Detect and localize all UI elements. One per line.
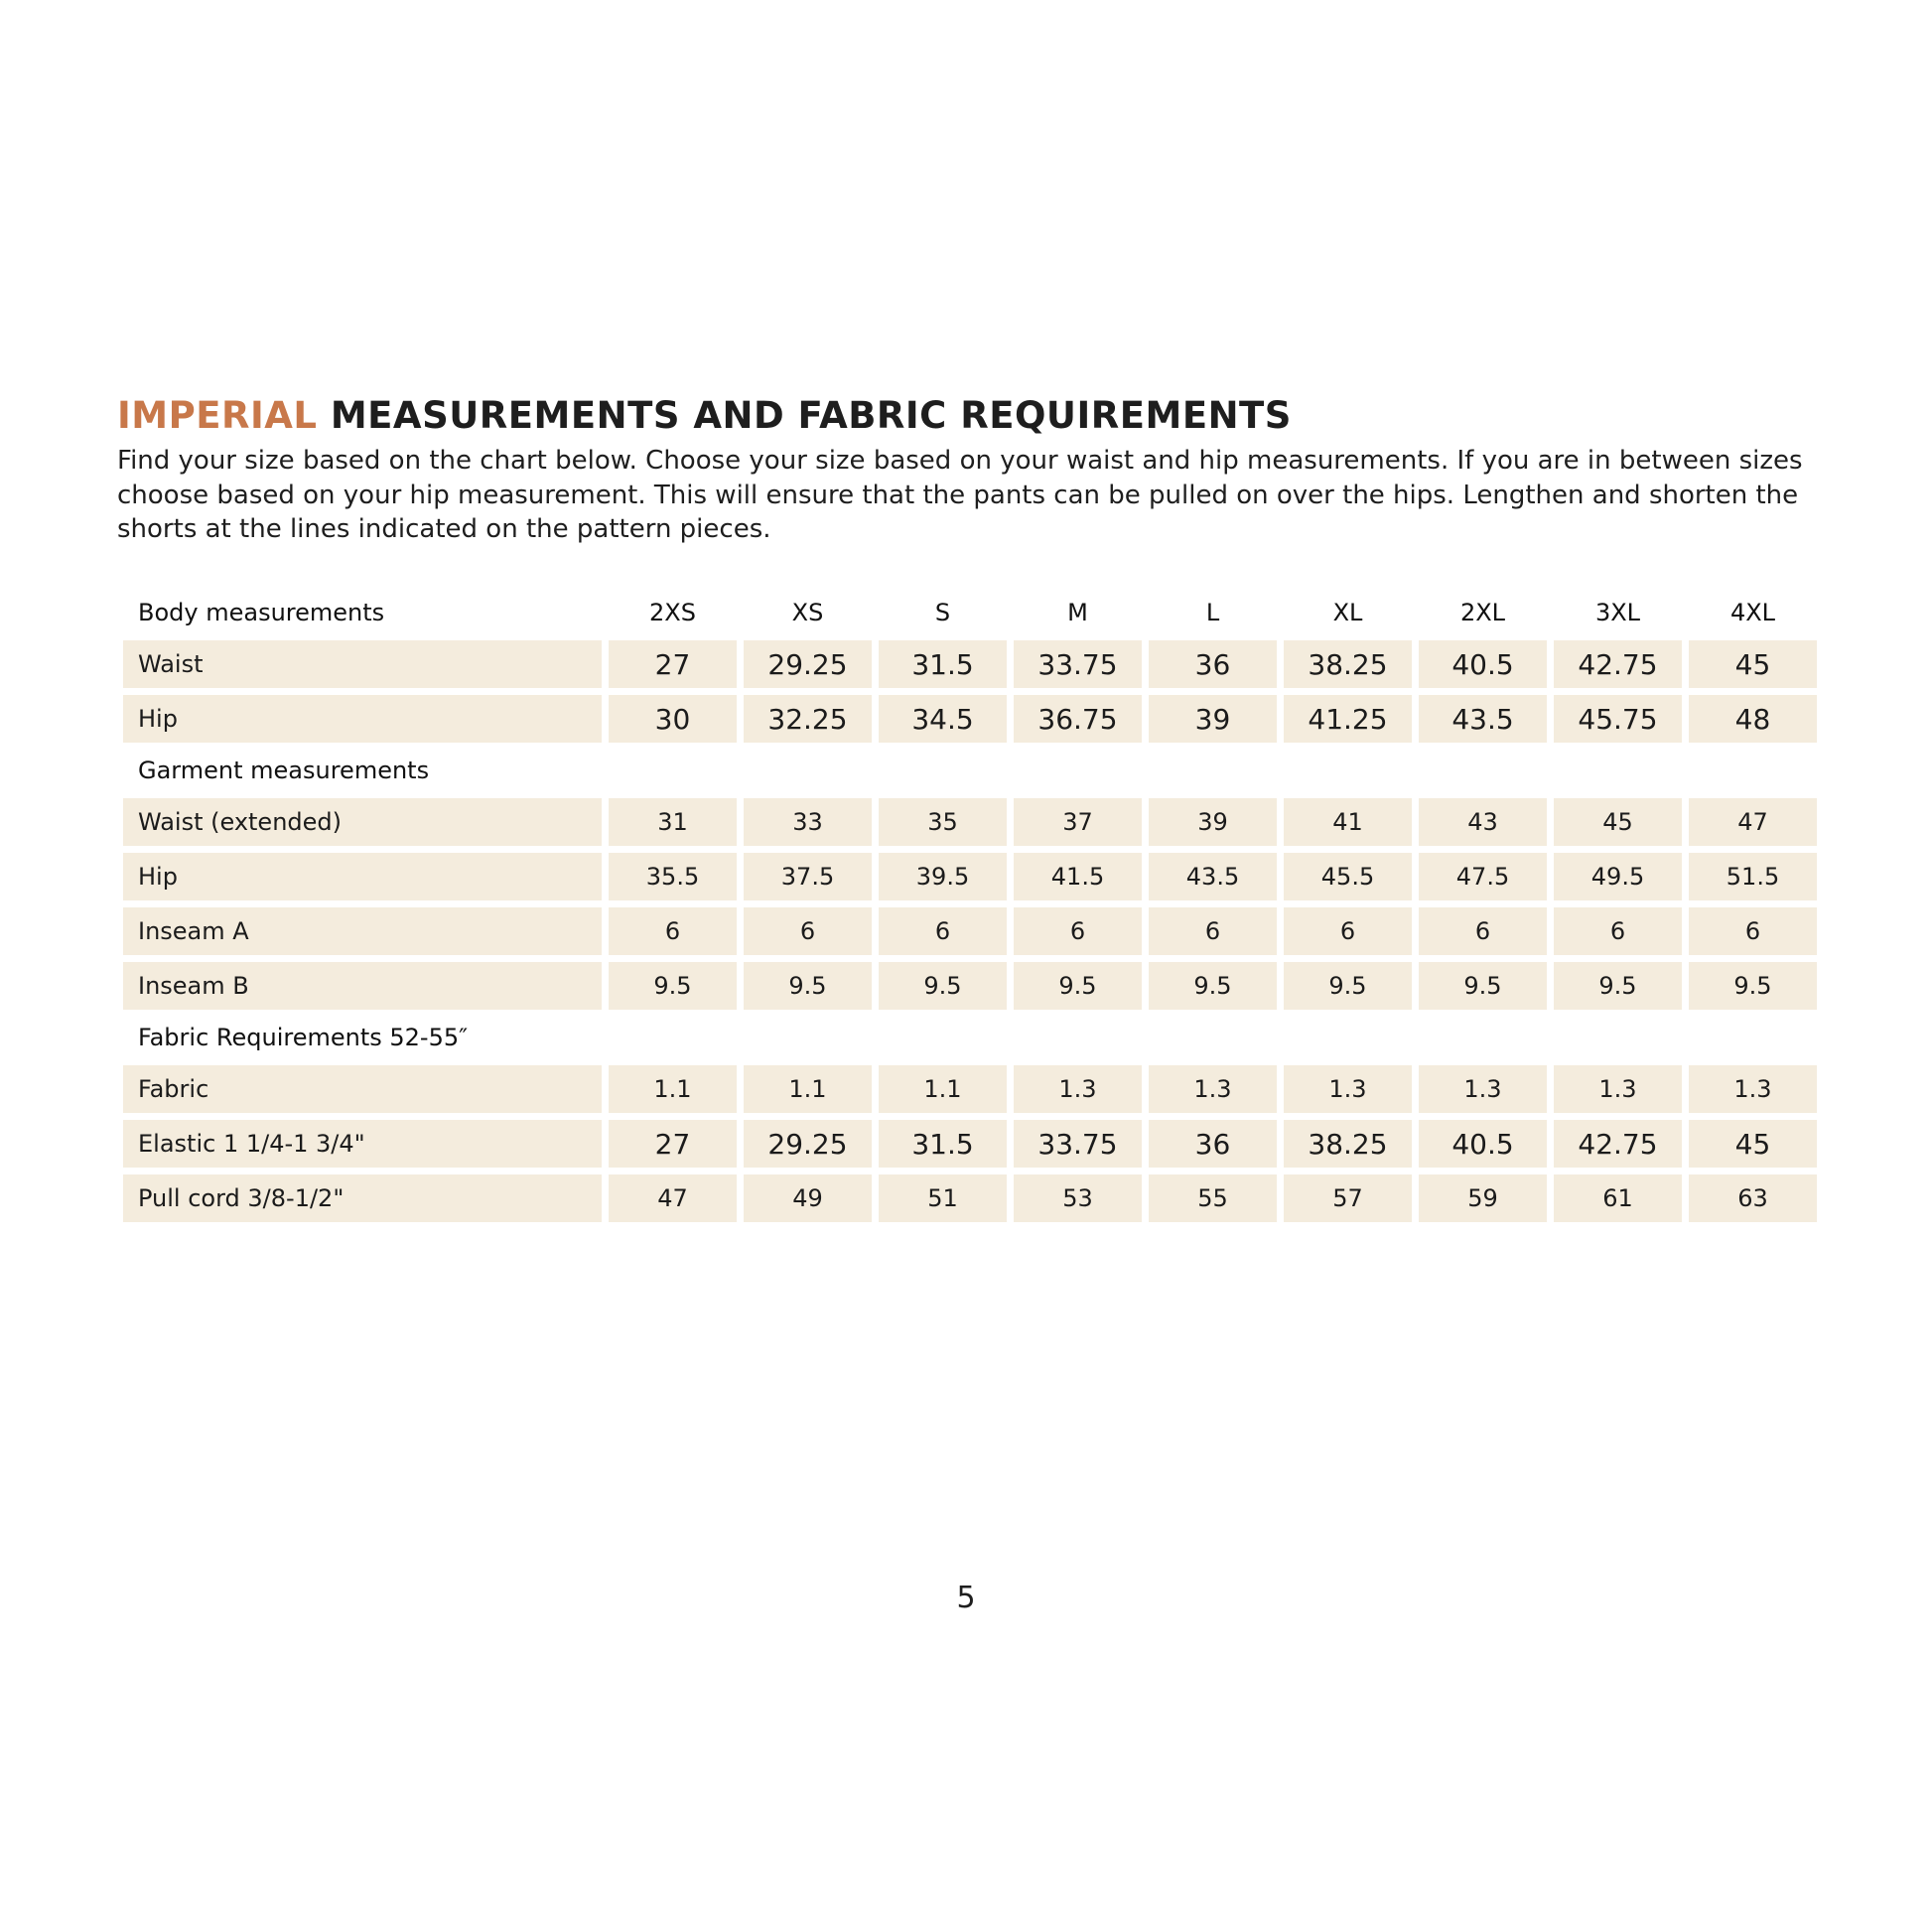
- table-cell: 38.25: [1284, 640, 1412, 688]
- heading-rest: MEASUREMENTS AND FABRIC REQUIREMENTS: [317, 394, 1292, 437]
- garment-measurements-heading: Garment measurements: [138, 757, 430, 784]
- table-header-row: [123, 592, 1817, 633]
- table-cell: 47: [609, 1174, 737, 1222]
- section-row: [123, 1017, 1817, 1058]
- table-cell: 47.5: [1419, 853, 1547, 900]
- table-cell: 41.25: [1284, 695, 1412, 743]
- table-cell: 6: [1419, 907, 1547, 955]
- size-header: 3XL: [1594, 599, 1641, 626]
- intro-paragraph: Find your size based on the chart below. Choose your size based on your waist and hip measurements. If you are in between sizes choose based on your hip measurement. This will ensure that the pants can be pulled on over the hips. Lengthen and shorten the shorts at the lines indicated on the pattern pieces.: [117, 446, 1803, 544]
- page-number: 5: [956, 1581, 976, 1615]
- table-cell: 9.5: [1284, 962, 1412, 1010]
- table-cell: 9.5: [1689, 962, 1817, 1010]
- table-cell: 57: [1284, 1174, 1412, 1222]
- table-cell: 42.75: [1554, 1120, 1682, 1168]
- table-cell: 9.5: [744, 962, 872, 1010]
- table-cell: 33: [744, 798, 872, 846]
- table-cell: 39.5: [879, 853, 1007, 900]
- table-cell: 1.3: [1284, 1065, 1412, 1113]
- table-cell: 1.1: [744, 1065, 872, 1113]
- table-cell: 9.5: [1554, 962, 1682, 1010]
- table-cell: 9.5: [879, 962, 1007, 1010]
- table-cell: 6: [1149, 907, 1277, 955]
- row-label: Inseam B: [123, 962, 602, 1010]
- table-cell: 6: [1284, 907, 1412, 955]
- section-row: [123, 750, 1817, 791]
- row-label: Elastic 1 1/4-1 3/4": [123, 1120, 602, 1168]
- table-cell: 39: [1149, 695, 1277, 743]
- table-cell: 1.1: [609, 1065, 737, 1113]
- row-label: Pull cord 3/8-1/2": [123, 1174, 602, 1222]
- table-cell: 53: [1014, 1174, 1142, 1222]
- table-cell: 47: [1689, 798, 1817, 846]
- table-cell: 37.5: [744, 853, 872, 900]
- table-cell: 45: [1689, 1120, 1817, 1168]
- row-label: Waist: [123, 640, 602, 688]
- table-cell: 39: [1149, 798, 1277, 846]
- table-cell: 6: [744, 907, 872, 955]
- table-row: [123, 1174, 1817, 1222]
- table-row: [123, 798, 1817, 846]
- table-cell: 49: [744, 1174, 872, 1222]
- table-cell: 29.25: [744, 1120, 872, 1168]
- row-label: Hip: [123, 853, 602, 900]
- table-cell: 27: [609, 1120, 737, 1168]
- table-cell: 33.75: [1014, 1120, 1142, 1168]
- table-row: [123, 1065, 1817, 1113]
- body-measurements-heading: Body measurements: [138, 599, 385, 626]
- table-cell: 1.3: [1014, 1065, 1142, 1113]
- table-cell: 63: [1689, 1174, 1817, 1222]
- table-cell: 9.5: [609, 962, 737, 1010]
- size-header: 2XS: [649, 599, 696, 626]
- table-cell: 41.5: [1014, 853, 1142, 900]
- table-cell: 38.25: [1284, 1120, 1412, 1168]
- table-cell: 59: [1419, 1174, 1547, 1222]
- row-label: Inseam A: [123, 907, 602, 955]
- heading-accent: IMPERIAL: [117, 394, 318, 437]
- table-cell: 1.1: [879, 1065, 1007, 1113]
- table-cell: 34.5: [879, 695, 1007, 743]
- table-cell: 9.5: [1419, 962, 1547, 1010]
- row-label: Hip: [123, 695, 602, 743]
- table-cell: 36: [1149, 640, 1277, 688]
- table-cell: 45: [1689, 640, 1817, 688]
- table-cell: 6: [1689, 907, 1817, 955]
- size-header: 2XL: [1459, 599, 1506, 626]
- size-header: M: [1067, 599, 1088, 626]
- table-cell: 33.75: [1014, 640, 1142, 688]
- table-cell: 29.25: [744, 640, 872, 688]
- table-cell: 43.5: [1419, 695, 1547, 743]
- measurements-table: [116, 585, 1824, 1229]
- table-cell: 42.75: [1554, 640, 1682, 688]
- table-cell: 6: [609, 907, 737, 955]
- table-row: [123, 853, 1817, 900]
- table-cell: 1.3: [1554, 1065, 1682, 1113]
- table-cell: 49.5: [1554, 853, 1682, 900]
- table-cell: 6: [879, 907, 1007, 955]
- table-cell: 27: [609, 640, 737, 688]
- table-cell: 9.5: [1014, 962, 1142, 1010]
- table-cell: 6: [1554, 907, 1682, 955]
- table-cell: 51: [879, 1174, 1007, 1222]
- table-row: [123, 1120, 1817, 1168]
- table-cell: 51.5: [1689, 853, 1817, 900]
- table-cell: 43.5: [1149, 853, 1277, 900]
- size-header: XS: [791, 599, 824, 626]
- size-header: 4XL: [1729, 599, 1776, 626]
- table-cell: 1.3: [1689, 1065, 1817, 1113]
- table-cell: 32.25: [744, 695, 872, 743]
- fabric-requirements-heading: Fabric Requirements 52-55″: [138, 1024, 469, 1051]
- table-row: [123, 640, 1817, 688]
- table-cell: 36.75: [1014, 695, 1142, 743]
- size-header: XL: [1332, 599, 1363, 626]
- table-cell: 35: [879, 798, 1007, 846]
- table-cell: 45.5: [1284, 853, 1412, 900]
- table-cell: 6: [1014, 907, 1142, 955]
- table-cell: 31.5: [879, 1120, 1007, 1168]
- table-cell: 35.5: [609, 853, 737, 900]
- table-cell: 40.5: [1419, 1120, 1547, 1168]
- size-header: S: [934, 599, 951, 626]
- table-cell: 48: [1689, 695, 1817, 743]
- row-label: Fabric: [123, 1065, 602, 1113]
- table-cell: 45: [1554, 798, 1682, 846]
- page-heading: [117, 394, 1292, 437]
- table-cell: 36: [1149, 1120, 1277, 1168]
- table-cell: 45.75: [1554, 695, 1682, 743]
- table-cell: 1.3: [1419, 1065, 1547, 1113]
- table-cell: 9.5: [1149, 962, 1277, 1010]
- table-cell: 37: [1014, 798, 1142, 846]
- table-cell: 30: [609, 695, 737, 743]
- table-cell: 40.5: [1419, 640, 1547, 688]
- table-cell: 1.3: [1149, 1065, 1277, 1113]
- table-cell: 61: [1554, 1174, 1682, 1222]
- table-cell: 43: [1419, 798, 1547, 846]
- row-label: Waist (extended): [123, 798, 602, 846]
- table-row: [123, 907, 1817, 955]
- table-row: [123, 962, 1817, 1010]
- table-cell: 55: [1149, 1174, 1277, 1222]
- table-row: [123, 695, 1817, 743]
- size-header: L: [1205, 599, 1220, 626]
- table-cell: 31: [609, 798, 737, 846]
- table-cell: 31.5: [879, 640, 1007, 688]
- table-cell: 41: [1284, 798, 1412, 846]
